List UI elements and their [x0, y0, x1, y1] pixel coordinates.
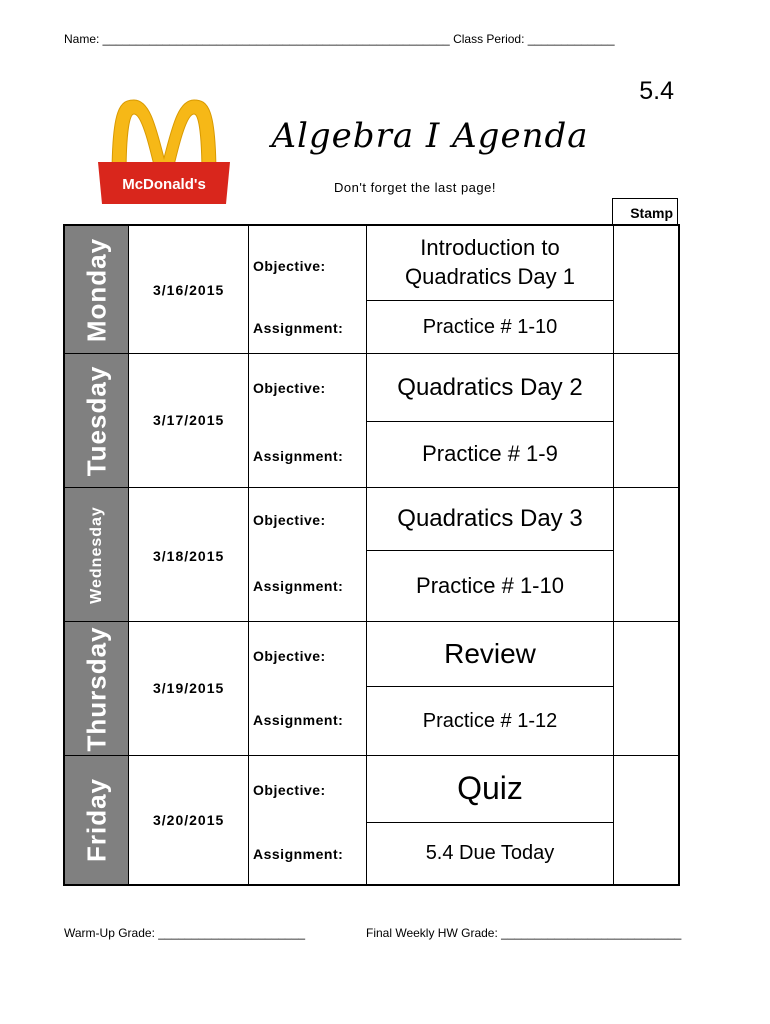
objective-text: Review — [366, 622, 613, 686]
day-label: Monday — [81, 237, 111, 342]
assignment-text: 5.4 Due Today — [366, 822, 613, 884]
assignment-text: Practice # 1-10 — [366, 300, 613, 354]
assignment-label: Assignment: — [253, 448, 344, 464]
objective-label: Objective: — [253, 512, 326, 528]
date-text: 3/20/2015 — [153, 812, 225, 828]
day-row-monday — [65, 226, 678, 354]
day-band — [65, 756, 129, 884]
assignment-label: Assignment: — [253, 712, 344, 728]
name-line — [64, 32, 615, 46]
date-cell — [129, 488, 249, 621]
stamp-cell — [613, 354, 678, 487]
assignment-label: Assignment: — [253, 578, 344, 594]
assignment-text: Practice # 1-12 — [366, 686, 613, 756]
date-text: 3/18/2015 — [153, 548, 225, 564]
agenda-table — [63, 224, 680, 886]
assignment-text: Practice # 1-9 — [366, 421, 613, 488]
stamp-column-header: Stamp — [612, 198, 678, 224]
page-subtitle: Don't forget the last page! — [334, 180, 496, 195]
date-cell — [129, 226, 249, 353]
objective-text: Quadratics Day 3 — [366, 488, 613, 550]
day-row-friday — [65, 756, 678, 884]
stamp-cell — [613, 488, 678, 621]
name-field-label: Name: ____________________________________________________ — [64, 32, 450, 46]
page-title: Algebra I Agenda — [271, 116, 589, 156]
assignment-label: Assignment: — [253, 846, 344, 862]
objective-text: Introduction to Quadratics Day 1 — [366, 226, 613, 300]
date-text: 3/17/2015 — [153, 412, 225, 428]
page-number: 5.4 — [639, 77, 674, 105]
date-cell — [129, 622, 249, 755]
assignment-text: Practice # 1-10 — [366, 550, 613, 622]
mcdonalds-logo — [98, 98, 230, 204]
warmup-grade-line: Warm-Up Grade: ______________________ — [64, 926, 306, 940]
day-band — [65, 488, 129, 621]
day-label: Friday — [81, 777, 111, 863]
day-band — [65, 622, 129, 755]
day-band — [65, 226, 129, 353]
day-label: Thursday — [81, 625, 111, 752]
day-row-wednesday — [65, 488, 678, 622]
class-period-field-label: Class Period: _____________ — [453, 32, 615, 46]
day-row-tuesday — [65, 354, 678, 488]
date-cell — [129, 354, 249, 487]
day-band — [65, 354, 129, 487]
mcdonalds-logo-text: McDonald's — [122, 176, 206, 193]
date-cell — [129, 756, 249, 884]
date-text: 3/16/2015 — [153, 282, 225, 298]
objective-text: Quadratics Day 2 — [366, 354, 613, 421]
day-row-thursday — [65, 622, 678, 756]
objective-text: Quiz — [366, 756, 613, 822]
stamp-cell — [613, 756, 678, 884]
objective-label: Objective: — [253, 380, 326, 396]
objective-label: Objective: — [253, 258, 326, 274]
stamp-cell — [613, 622, 678, 755]
final-hw-grade-line: Final Weekly HW Grade: ___________________________ — [366, 926, 682, 940]
assignment-label: Assignment: — [253, 320, 344, 336]
date-text: 3/19/2015 — [153, 680, 225, 696]
day-label: Wednesday — [87, 505, 105, 604]
objective-label: Objective: — [253, 648, 326, 664]
objective-label: Objective: — [253, 782, 326, 798]
day-label: Tuesday — [81, 365, 111, 476]
stamp-cell — [613, 226, 678, 353]
